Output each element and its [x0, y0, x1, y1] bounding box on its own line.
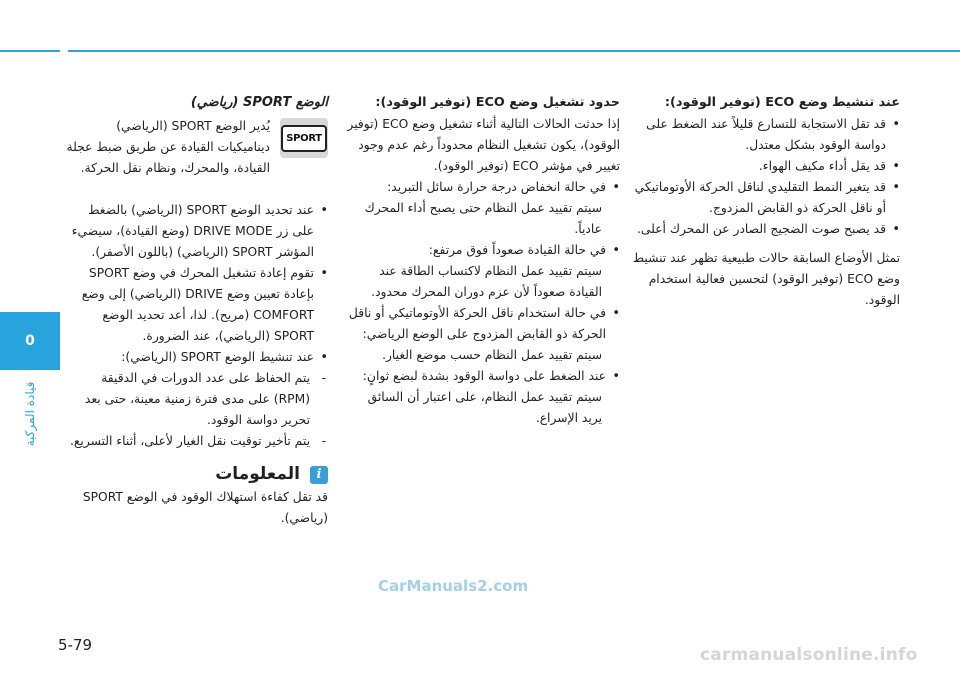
chapter-side-label — [7, 374, 53, 454]
eco-activation-item: • قد يقل أداء مكيف الهواء. — [632, 156, 900, 177]
eco-limit-lead: • في حالة القيادة صعوداً فوق مرتفع: — [344, 240, 620, 261]
sport-intro-block — [66, 116, 328, 200]
sport-mode-icon — [280, 118, 328, 158]
watermark-footer: carmanualsonline.info — [700, 645, 918, 665]
chapter-tab-number: 0 — [25, 333, 35, 349]
eco-limit-text: سيتم تقييد عمل النظام، على اعتبار أن السائق يريد الإسراع. — [367, 390, 602, 425]
sport-badge-text: SPORT — [281, 125, 327, 152]
info-icon: i — [310, 466, 328, 484]
sport-activation-item: - يتم الحفاظ على عدد الدورات في الدقيقة (RPM) على مدى فترة زمنية معينة، حتى بعد تحرير دواسة الوقود. — [66, 368, 328, 431]
eco-activation-heading: عند تنشيط وضع ECO (توفير الوقود): — [664, 95, 900, 110]
eco-activation-item: • قد يتغير النمط التقليدي لناقل الحركة الأوتوماتيكي أو ناقل الحركة ذو القابض المزدوج. — [632, 177, 900, 219]
header-rule — [68, 50, 960, 52]
info-title: المعلومات — [215, 464, 300, 484]
sport-activation-item: - يتم تأخير توقيت نقل الغيار لأعلى، أثناء التسريع. — [66, 431, 328, 452]
header-rule-left — [0, 50, 60, 52]
info-text: قد تقل كفاءة استهلاك الوقود في الوضع SPORT (رياضي). — [82, 490, 328, 525]
eco-activation-item: • قد تقل الاستجابة للتسارع قليلاً عند الضغط على دواسة الوقود بشكل معتدل. — [632, 114, 900, 156]
eco-limits-intro: إذا حدثت الحالات التالية أثناء تشغيل وضع ECO (توفير الوقود)، يكون تشغيل النظام محدوداً رغم عدم وجود تغيير في مؤشر ECO (توفير الوقود). — [347, 117, 620, 173]
sport-mode-item: • عند تحديد الوضع SPORT (الرياضي) بالضغط على زر DRIVE MODE (وضع القيادة)، سيضيء المؤشر SPORT (الرياضي) (باللون الأصفر). — [66, 200, 328, 263]
sport-mode-intro: يُدير الوضع SPORT (الرياضي) ديناميكيات القيادة عن طريق ضبط عجلة القيادة، والمحرك، ونظام نقل الحركة. — [66, 119, 270, 175]
eco-limit-text: سيتم تقييد عمل النظام حسب موضع الغيار. — [382, 348, 602, 362]
column-eco-activation — [632, 92, 900, 311]
chapter-side-text: قيادة المركبة — [23, 381, 37, 447]
watermark-link[interactable]: CarManuals2.com — [378, 577, 529, 595]
eco-limit-lead: • عند الضغط على دواسة الوقود بشدة لبضع ثوانٍ: — [344, 366, 620, 387]
page-number: 5-79 — [58, 636, 93, 654]
info-header — [66, 464, 328, 485]
eco-limit-lead: • في حالة انخفاض درجة حرارة سائل التبريد: — [344, 177, 620, 198]
sport-activation-lead: • عند تنشيط الوضع SPORT (الرياضي): — [66, 347, 328, 368]
sport-mode-item: • تقوم إعادة تشغيل المحرك في وضع SPORT بإعادة تعيين وضع DRIVE (الرياضي) إلى وضع COMFORT (مريح). لذا، أعد تحديد الوضع SPORT (الرياضي)، عند الضرورة. — [66, 263, 328, 347]
eco-limits-heading: حدود تشغيل وضع ECO (توفير الوقود): — [375, 95, 620, 110]
eco-limit-lead: • في حالة استخدام ناقل الحركة الأوتوماتيكي أو ناقل الحركة ذو القابض المزدوج على الوضع الرياضي: — [344, 303, 620, 345]
eco-limit-text: سيتم تقييد عمل النظام حتى يصبح أداء المحرك عادياً. — [364, 201, 602, 236]
eco-limit-text: سيتم تقييد عمل النظام لاكتساب الطاقة عند القيادة صعوداً لأن عزم دوران المحرك محدود. — [371, 264, 602, 299]
chapter-tab[interactable] — [0, 312, 60, 370]
column-eco-limits — [344, 92, 620, 429]
eco-activation-item: • قد يصبح صوت الضجيج الصادر عن المحرك أعلى. — [632, 219, 900, 240]
sport-mode-heading: الوضع SPORT (رياضي) — [190, 95, 328, 110]
eco-activation-note: تمثل الأوضاع السابقة حالات طبيعية تظهر عند تنشيط وضع ECO (توفير الوقود) لتحسين فعالية استخدام الوقود. — [632, 251, 900, 307]
column-sport-mode — [66, 92, 328, 529]
